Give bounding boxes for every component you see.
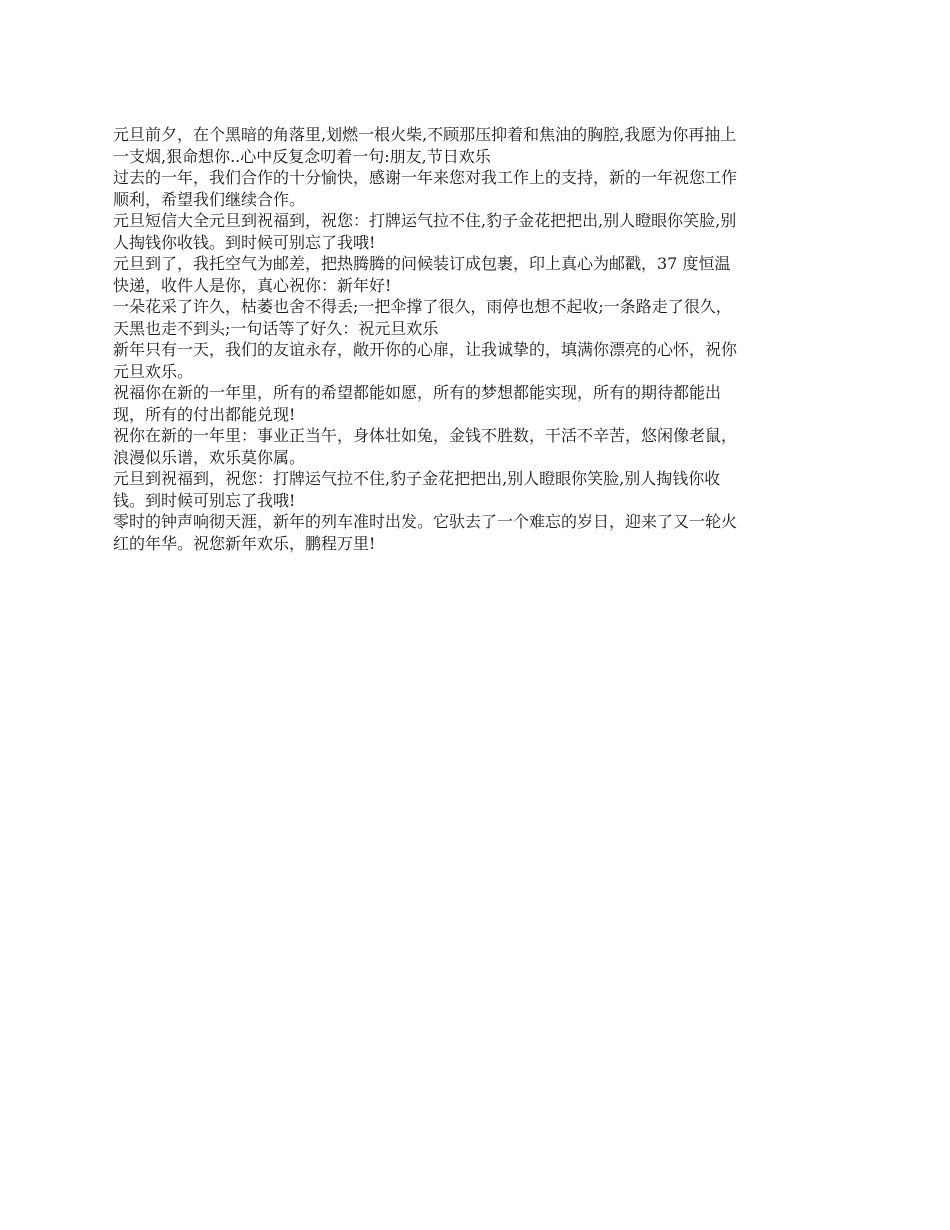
paragraph: 祝福你在新的一年里，所有的希望都能如愿，所有的梦想都能实现，所有的期待都能出 现，所有的付出都能兑现! bbox=[113, 383, 722, 424]
paragraph: 元旦到祝福到，祝您：打牌运气拉不住,豹子金花把把出,别人瞪眼你笑脸,别人掏钱你收 钱。到时候可别忘了我哦! bbox=[113, 469, 721, 510]
paragraph: 元旦短信大全元旦到祝福到，祝您：打牌运气拉不住,豹子金花把把出,别人瞪眼你笑脸,别 人掏钱你收钱。到时候可别忘了我哦! bbox=[113, 211, 737, 252]
paragraph: 元旦到了，我托空气为邮差，把热腾腾的问候装订成包裹，印上真心为邮戳，37 度恒温 快递，收件人是你，真心祝你：新年好! bbox=[113, 254, 731, 295]
paragraph: 零时的钟声响彻天涯，新年的列车准时出发。它驮去了一个难忘的岁日，迎来了又一轮火 红的年华。祝您新年欢乐，鹏程万里! bbox=[113, 512, 738, 553]
paragraph: 元旦前夕，在个黑暗的角落里,划燃一根火柴,不顾那压抑着和焦油的胸腔,我愿为你再抽上 一支烟,狠命想你..心中反复念叨着一句:朋友,节日欢乐 bbox=[113, 125, 737, 166]
paragraph: 新年只有一天，我们的友谊永存，敞开你的心扉，让我诚挚的，填满你漂亮的心怀，祝你 元旦欢乐。 bbox=[113, 340, 738, 381]
document-body bbox=[113, 124, 843, 554]
paragraph: 过去的一年，我们合作的十分愉快，感谢一年来您对我工作上的支持，新的一年祝您工作 顺利，希望我们继续合作。 bbox=[113, 168, 738, 209]
paragraph: 祝你在新的一年里：事业正当午，身体壮如兔，金钱不胜数，干活不辛苦，悠闲像老鼠， 浪漫似乐谱，欢乐莫你属。 bbox=[113, 426, 738, 467]
paragraph: 一朵花采了许久，枯萎也舍不得丢;一把伞撑了很久，雨停也想不起收;一条路走了很久， 天黑也走不到头;一句话等了好久：祝元旦欢乐 bbox=[113, 297, 732, 338]
